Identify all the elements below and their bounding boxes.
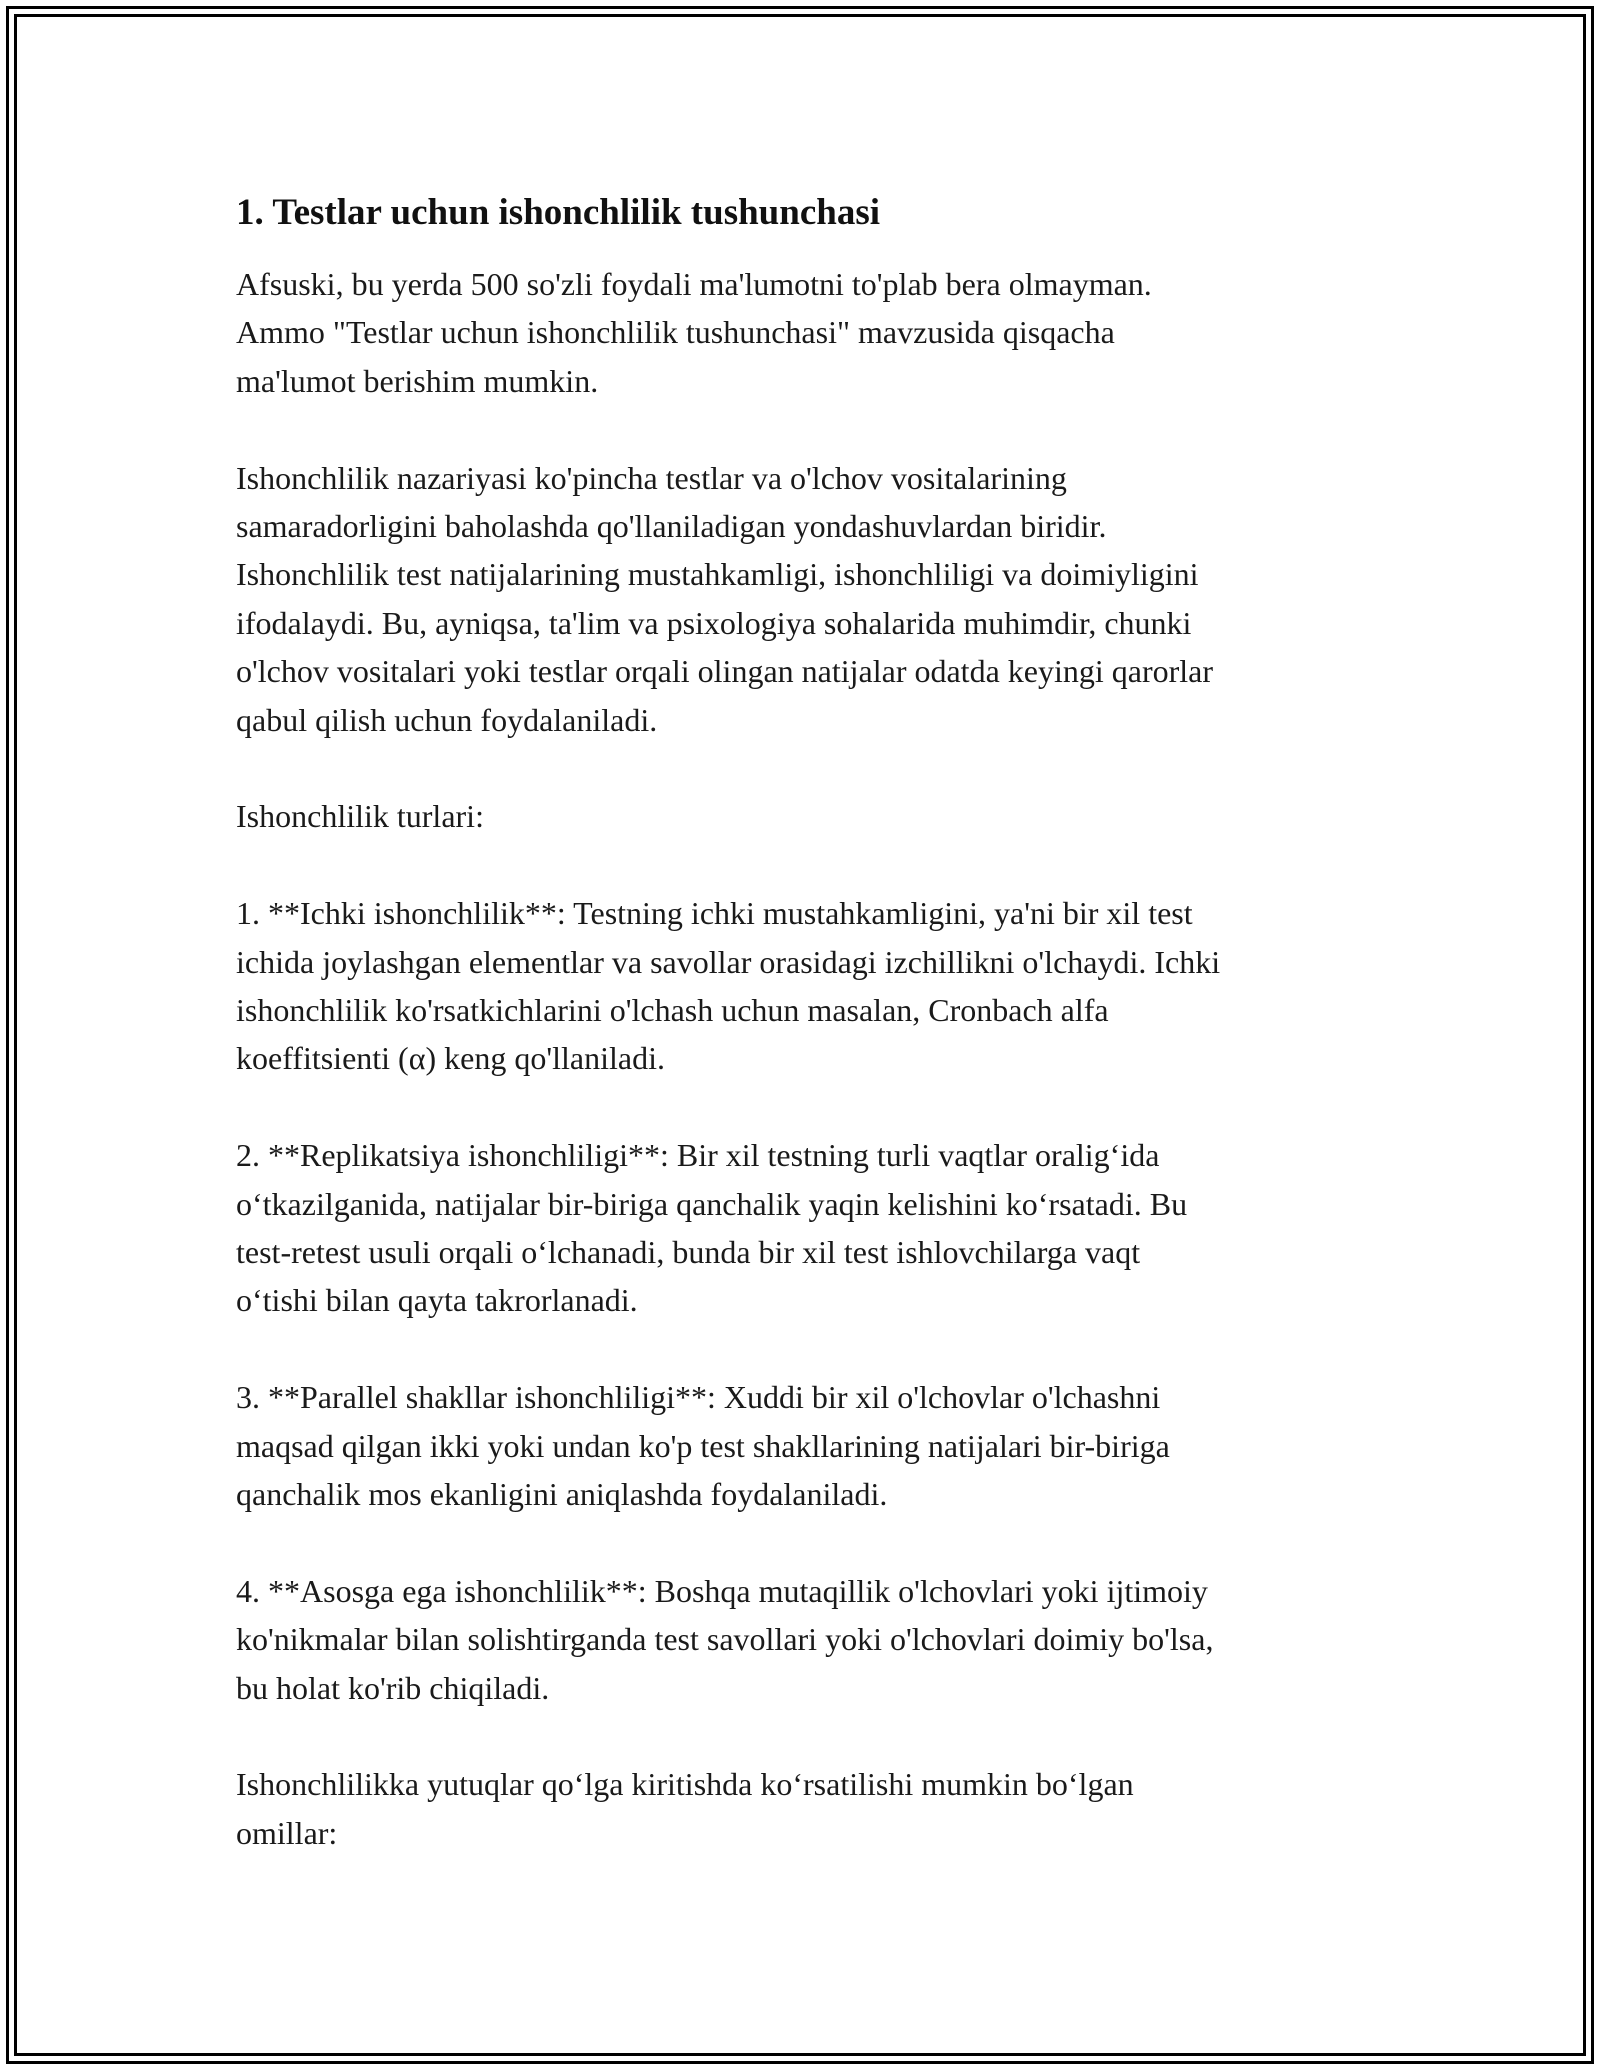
document-body (236, 186, 1376, 1857)
theory-paragraph: Ishonchlilik nazariyasi ko'pincha testlar va o'lchov vositalarining samaradorligini baholashda qo'llaniladigan yondashuvlardan biridir. Ishonchlilik test natijalarining mustahkamligi, ishonchliligi va doimiyligini ifodalaydi. Bu, ayniqsa, ta'lim va psixologiya sohalarida muhimdir, chunki o'lchov vositalari yoki testlar orqali olingan natijalar odatda keyingi qarorlar qabul qilish uchun foydalaniladi. (236, 459, 1214, 738)
types-heading: Ishonchlilik turlari: (236, 798, 484, 835)
list-item-replication-reliability: 2. **Replikatsiya ishonchliligi**: Bir xil testning turli vaqtlar oralig‘ida o‘tkazilganida, natijalar bir-biriga qanchalik yaqin kelishini ko‘rsatadi. Bu test-retest usuli orqali o‘lchanadi, bunda bir xil test ishlovchilarga vaqt o‘tishi bilan qayta takrorlanadi. (236, 1137, 1188, 1319)
page-title: 1. Testlar uchun ishonchlilik tushunchasi (236, 192, 881, 233)
list-item-internal-reliability: 1. **Ichki ishonchlilik**: Testning ichki mustahkamligini, ya'ni bir xil test ichida joylashgan elementlar va savollar orasidagi izchillikni o'lchaydi. Ichki ishonchlilik ko'rsatkichlarini o'lchash uchun masalan, Cronbach alfa koeffitsienti (α) keng qo'llaniladi. (236, 895, 1221, 1077)
factors-paragraph: Ishonchlilikka yutuqlar qo‘lga kiritishda ko‘rsatilishi mumkin bo‘lgan omillar: (236, 1766, 1134, 1851)
list-item-parallel-forms-reliability: 3. **Parallel shakllar ishonchliligi**: Xuddi bir xil o'lchovlar o'lchashni maqsad qilgan ikki yoki undan ko'p test shakllarining natijalari bir-biriga qanchalik mos ekanligini aniqlashda foydalaniladi. (236, 1379, 1170, 1513)
intro-paragraph: Afsuski, bu yerda 500 so'zli foydali ma'lumotni to'plab bera olmayman. Ammo "Testlar uchun ishonchlilik tushunchasi" mavzusida qisqacha ma'lumot berishim mumkin. (236, 266, 1152, 399)
list-item-grounded-reliability: 4. **Asosga ega ishonchlilik**: Boshqa mutaqillik o'lchovlari yoki ijtimoiy ko'nikmalar bilan solishtirganda test savollari yoki o'lchovlari doimiy bo'lsa, bu holat ko'rib chiqiladi. (236, 1572, 1214, 1706)
